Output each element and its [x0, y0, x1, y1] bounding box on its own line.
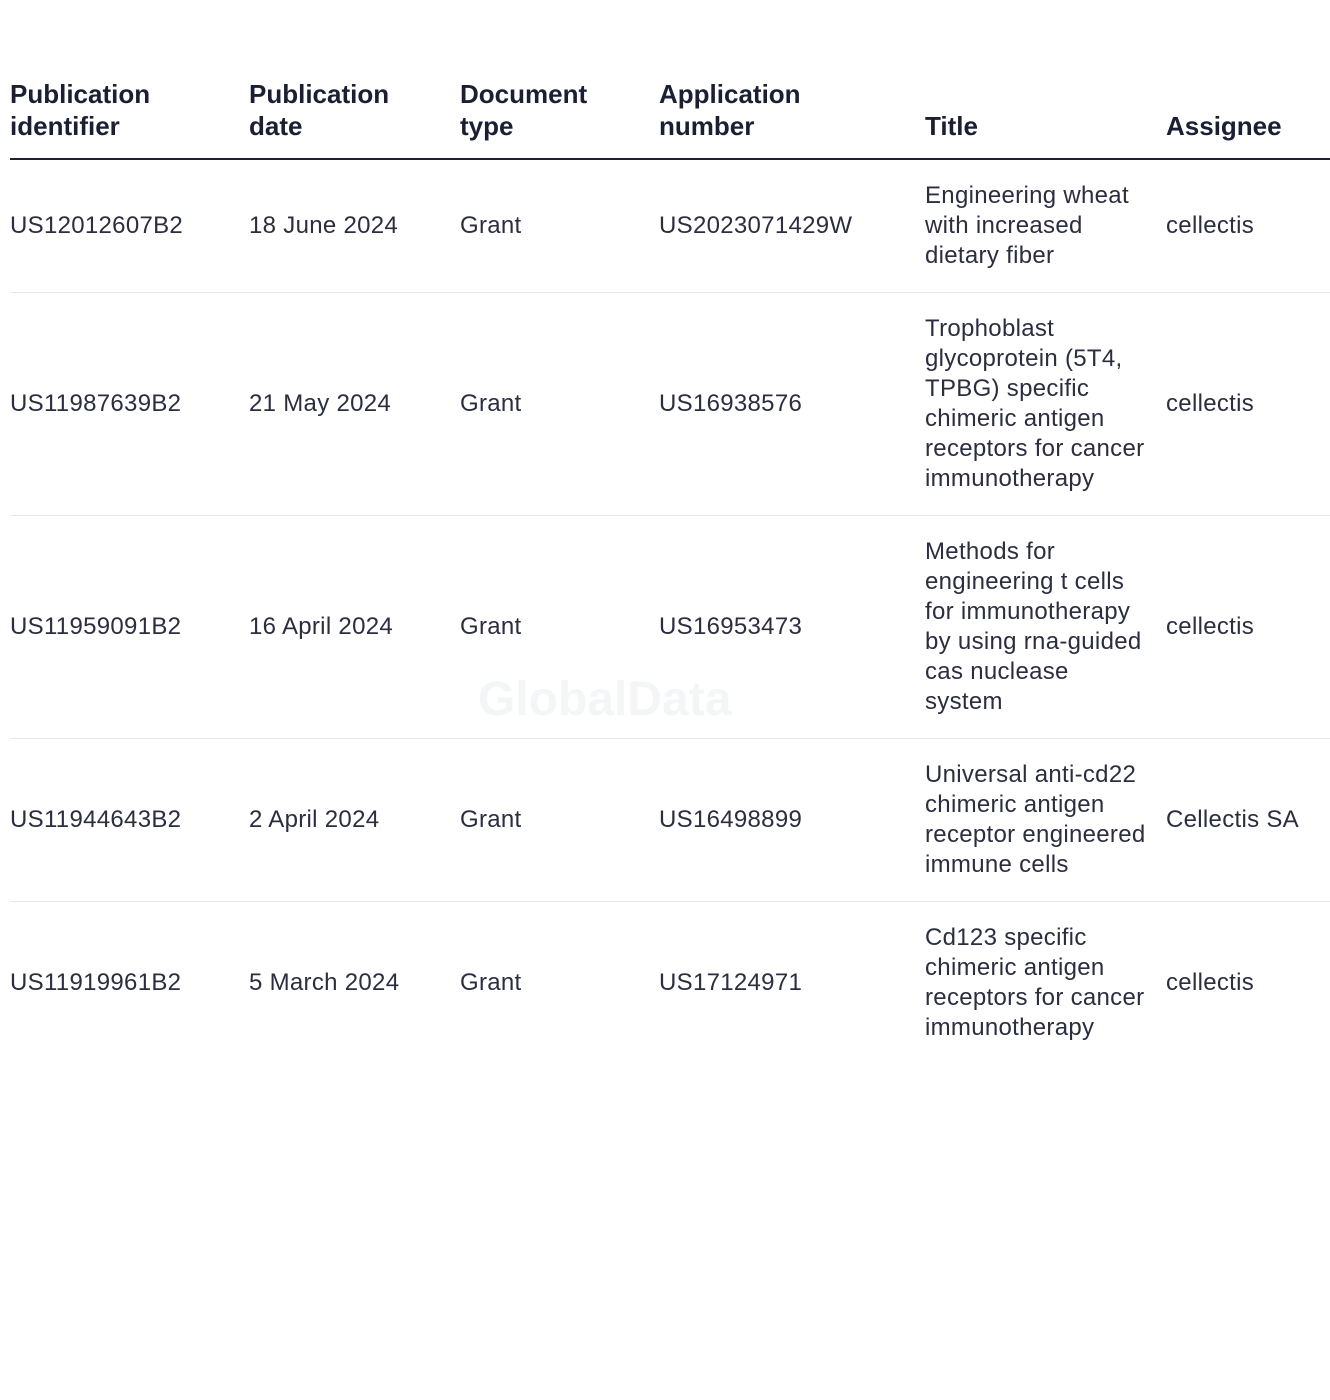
- cell-document-type: Grant: [460, 739, 659, 902]
- cell-publication-date: 18 June 2024: [249, 159, 460, 293]
- table-row: [10, 293, 1330, 516]
- cell-title: Methods for engineering t cells for immunotherapy by using rna-guided cas nuclease system: [925, 516, 1166, 739]
- cell-assignee: Cellectis SA: [1166, 739, 1330, 902]
- cell-publication-date: 5 March 2024: [249, 969, 400, 996]
- cell-title: Trophoblast glycoprotein (5T4, TPBG) specific chimeric antigen receptors for cancer immunotherapy: [925, 293, 1166, 516]
- cell-publication-identifier: US12012607B2: [10, 159, 249, 293]
- table-row: [10, 902, 1330, 1065]
- cell-assignee: cellectis: [1166, 969, 1255, 996]
- cell-title: Cd123 specific chimeric antigen receptors for cancer immunotherapy: [925, 924, 1145, 1041]
- cell-publication-identifier: US11987639B2: [10, 293, 249, 516]
- cell-title: Engineering wheat with increased dietary fiber: [925, 159, 1166, 293]
- patent-table-container: [10, 0, 1299, 1400]
- cell-publication-date: 2 April 2024: [249, 739, 460, 902]
- cell-assignee: cellectis: [1166, 516, 1330, 739]
- header-document-type: Document type: [460, 78, 659, 159]
- cell-publication-identifier: US11959091B2: [10, 516, 249, 739]
- header-application-number: Application number: [659, 78, 925, 159]
- cell-document-type: Grant: [460, 516, 659, 739]
- cell-assignee: cellectis: [1166, 293, 1330, 516]
- table-row: [10, 159, 1330, 293]
- watermark-logo: GlobalData: [478, 673, 732, 726]
- table-header-row: [10, 78, 1330, 159]
- cell-application-number: US2023071429W: [659, 159, 925, 293]
- patent-table: [10, 78, 1330, 1064]
- cell-assignee: cellectis: [1166, 159, 1330, 293]
- table-row: [10, 739, 1330, 902]
- cell-publication-identifier: US11919961B2: [10, 969, 182, 996]
- table-row: [10, 516, 1330, 739]
- header-publication-identifier: Publication identifier: [10, 78, 249, 159]
- cell-application-number: US16938576: [659, 293, 925, 516]
- cell-document-type: Grant: [460, 293, 659, 516]
- cell-document-type: Grant: [460, 969, 522, 996]
- cell-publication-date: 21 May 2024: [249, 293, 460, 516]
- header-publication-date: Publication date: [249, 78, 460, 159]
- cell-application-number: US16498899: [659, 739, 925, 902]
- cell-application-number: US17124971: [659, 969, 803, 996]
- cell-application-number: US16953473: [659, 516, 925, 739]
- cell-title: Universal anti-cd22 chimeric antigen receptor engineered immune cells: [925, 739, 1166, 902]
- cell-document-type: Grant: [460, 159, 659, 293]
- header-title: Title: [925, 78, 1166, 159]
- cell-publication-identifier: US11944643B2: [10, 739, 249, 902]
- header-assignee: Assignee: [1166, 78, 1330, 159]
- cell-publication-date: 16 April 2024: [249, 516, 460, 739]
